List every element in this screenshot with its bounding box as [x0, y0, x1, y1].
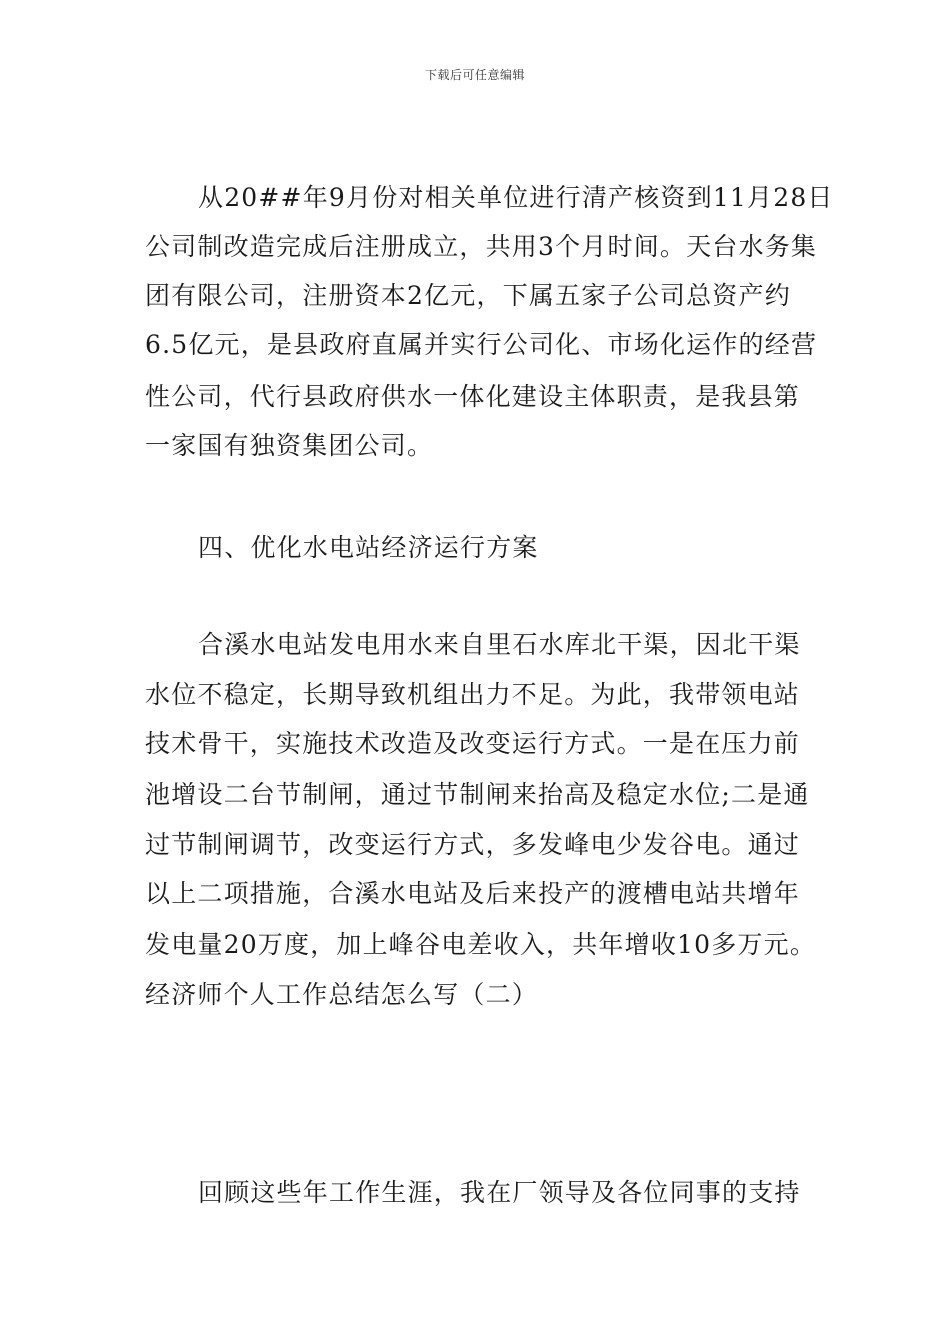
paragraph-line: 公司制改造完成后注册成立，共用3个月时间。天台水务集 — [145, 232, 818, 261]
paragraph-line: 池增设二台节制闸，通过节制闸来抬高及稳定水位;二是通 — [145, 780, 810, 809]
paragraph-line: 发电量20万度，加上峰谷电差收入，共年增收10多万元。 — [145, 930, 817, 959]
paragraph-line: 以上二项措施，合溪水电站及后来投产的渡槽电站共增年 — [145, 879, 801, 908]
paragraph-line: 合溪水电站发电用水来自里石水库北干渠，因北干渠 — [198, 630, 801, 659]
paragraph-line: 团有限公司，注册资本2亿元，下属五家子公司总资产约 — [145, 281, 791, 310]
paragraph-line: 从20##年9月份对相关单位进行清产核资到11月28日 — [198, 183, 834, 212]
paragraph-line: 一家国有独资集团公司。 — [145, 431, 434, 460]
paragraph-line: 水位不稳定，长期导致机组出力不足。为此，我带领电站 — [145, 680, 801, 709]
paragraph-line: 过节制闸调节，改变运行方式，多发峰电少发谷电。通过 — [145, 830, 801, 859]
section-heading: 四、优化水电站经济运行方案 — [198, 533, 539, 562]
paragraph-line: 技术骨干，实施技术改造及改变运行方式。一是在压力前 — [145, 729, 801, 758]
article-title: 经济师个人工作总结怎么写（二） — [145, 980, 539, 1009]
paragraph-line: 性公司，代行县政府供水一体化建设主体职责，是我县第 — [145, 382, 801, 411]
paragraph-line: 6.5亿元，是县政府直属并实行公司化、市场化运作的经营 — [145, 330, 818, 359]
page-header: 下载后可任意编辑 — [424, 68, 525, 82]
paragraph-line: 回顾这些年工作生涯，我在厂领导及各位同事的支持 — [198, 1178, 801, 1207]
